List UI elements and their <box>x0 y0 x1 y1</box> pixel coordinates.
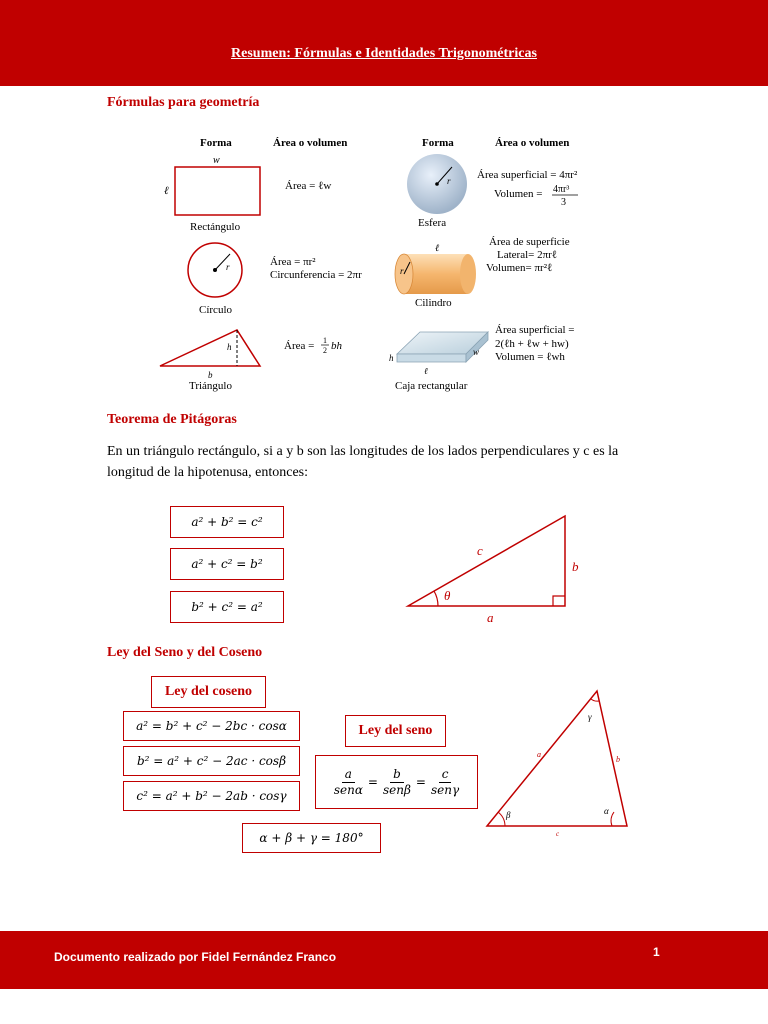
section-pythagoras-title: Teorema de Pitágoras <box>107 412 237 427</box>
tri-formula-suffix: bh <box>331 340 342 352</box>
circle-circumference: Circunferencia = 2πr <box>270 269 362 281</box>
pythagoras-eq-2: a² + c² = b² <box>170 548 284 580</box>
circle-name: Círculo <box>199 304 232 316</box>
frac-b: $\frac{b}{\text{senβ}}$ <box>382 766 411 797</box>
section-geometry-title: Fórmulas para geometría <box>107 95 260 110</box>
circle-area: Área = πr² <box>270 256 316 268</box>
law-cosine-eq-3: c² = a² + b² − 2ab · cosγ <box>123 781 300 811</box>
box-line3: Volumen = ℓwh <box>495 351 565 363</box>
document-title: Resumen: Fórmulas e Identidades Trigonométricas <box>231 46 537 61</box>
eq-sign-2: = <box>415 775 426 789</box>
page-number: 1 <box>653 945 660 959</box>
eq-sign-1: = <box>367 775 378 789</box>
rect-l-label: ℓ <box>164 185 169 197</box>
pythagoras-eq-1: a² + b² = c² <box>170 506 284 538</box>
geometry-figure <box>0 125 768 425</box>
tri-b-label-right: b <box>572 559 579 574</box>
tri-formula-num: 1 <box>323 336 327 345</box>
sphere-r-label: r <box>447 176 451 186</box>
gtri-alpha-label: α <box>604 806 609 816</box>
cyl-l-label: ℓ <box>435 243 440 254</box>
tri-name: Triángulo <box>189 380 232 392</box>
box-w-label: w <box>473 347 480 357</box>
circle-r-label: r <box>226 262 230 272</box>
law-cosine-title: Ley del coseno <box>151 676 266 708</box>
tri-a-label: a <box>487 610 494 625</box>
page-footer <box>0 931 768 989</box>
tri-formula-den: 2 <box>323 346 327 355</box>
sphere-volume-num: 4πr³ <box>553 184 570 195</box>
page-header <box>0 0 768 86</box>
box-name: Caja rectangular <box>395 380 468 392</box>
cyl-line1: Área de superficie <box>489 236 570 248</box>
rect-name: Rectángulo <box>190 221 241 233</box>
cyl-name: Cilindro <box>415 297 452 309</box>
rectangle-shape <box>175 167 260 215</box>
sphere-name: Esfera <box>418 217 447 229</box>
gtri-beta-label: β <box>506 810 511 820</box>
cyl-line2: Lateral= 2πrℓ <box>497 249 558 261</box>
triangle-shape <box>160 330 260 366</box>
cylinder-body <box>404 254 468 294</box>
law-sine-title: Ley del seno <box>345 715 446 747</box>
footer-author: Documento realizado por Fidel Fernández Franco <box>54 950 337 964</box>
pythagoras-paragraph: En un triángulo rectángulo, si a y b son las longitudes de los lados perpendiculares y c es la longitud de la hipotenusa, entonces: <box>107 444 619 480</box>
tri-theta-label: θ <box>444 588 451 603</box>
gtri-gamma-label: γ <box>588 712 592 722</box>
box-h-label: h <box>389 353 394 363</box>
rect-w-label: w <box>213 155 220 166</box>
cyl-r-label: r <box>400 266 404 276</box>
box-line2: 2(ℓh + ℓw + hw) <box>495 338 569 350</box>
sphere-volume-prefix: Volumen = <box>494 188 543 200</box>
col-area-left: Área o volumen <box>273 137 348 149</box>
box-front <box>397 354 466 362</box>
angles-sum-eq: α + β + γ = 180° <box>242 823 381 853</box>
gtri-b-label: b <box>616 755 620 764</box>
general-triangle-figure <box>0 685 768 845</box>
box-line1: Área superficial = <box>495 324 575 336</box>
sphere-volume-den: 3 <box>561 197 566 208</box>
box-l-label: ℓ <box>424 366 428 376</box>
section-laws-title: Ley del Seno y del Coseno <box>107 645 263 660</box>
rect-formula: Área = ℓw <box>285 180 332 192</box>
tri-b-label: b <box>208 370 213 380</box>
tri-c-label: c <box>477 543 483 558</box>
sphere-surface: Área superficial = 4πr² <box>477 169 578 181</box>
pythagoras-eq-3: b² + c² = a² <box>170 591 284 623</box>
col-forma-right: Forma <box>422 137 454 149</box>
gtri-a-label: a <box>537 750 541 759</box>
frac-c: $\frac{c}{\text{senγ}}$ <box>430 766 460 797</box>
cyl-line3: Volumen= πr²ℓ <box>486 262 553 274</box>
tri-formula-prefix: Área = <box>284 340 315 352</box>
law-cosine-eq-2: b² = a² + c² − 2ac · cosβ <box>123 746 300 776</box>
col-area-right: Área o volumen <box>495 137 570 149</box>
col-forma-left: Forma <box>200 137 232 149</box>
law-cosine-eq-1: a² = b² + c² − 2bc · cosα <box>123 711 300 741</box>
tri-h-label: h <box>227 342 232 352</box>
right-triangle-figure <box>0 510 768 630</box>
gtri-c-label: c <box>556 830 560 838</box>
frac-a: $\frac{a}{\text{senα}}$ <box>333 766 363 797</box>
